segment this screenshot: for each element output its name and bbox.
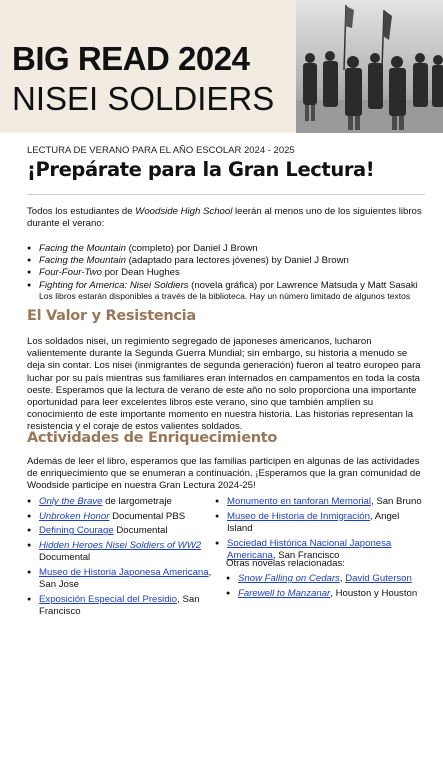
novel-detail: , Houston y Houston: [330, 587, 418, 599]
book-title: Facing the Mountain: [39, 255, 126, 267]
book-item: [27, 280, 427, 292]
book-title: Fighting for America: Nisei Soldiers: [39, 279, 189, 291]
related-novels-list: [226, 573, 426, 602]
book-detail: (adaptado para lectores jóvenes) by Daniel J Brown: [125, 255, 349, 267]
school-name: Woodside High School: [135, 206, 233, 217]
novel-title: Snow Falling on Cedars: [238, 573, 340, 584]
activity-detail: de largometraje: [102, 496, 172, 507]
section-valor-heading: El Valor y Resistencia: [27, 308, 196, 324]
activity-item: [215, 511, 425, 536]
activity-link[interactable]: [39, 511, 109, 522]
book-title: Four-Four-Two: [39, 267, 102, 279]
novel-sep: ,: [339, 573, 346, 584]
activity-link[interactable]: [39, 540, 201, 551]
activity-detail: , San Francisco: [39, 593, 200, 618]
activity-item: [27, 511, 215, 523]
activities-right-list: [215, 496, 425, 565]
book-item: [27, 255, 427, 267]
soldiers-photo: [296, 0, 443, 133]
activity-link-text: Hidden Heroes Nisei Soldiers of WW2: [39, 539, 202, 551]
book-detail: por Dean Hughes: [101, 267, 180, 279]
activity-link-text: Only the Brave: [39, 496, 103, 507]
activity-detail: , San Jose: [39, 566, 212, 591]
book-detail: (completo) por Daniel J Brown: [125, 243, 258, 254]
activities-left-list: [27, 496, 215, 621]
activity-detail: , San Francisco: [272, 550, 340, 561]
activity-detail: , Angel Island: [227, 510, 400, 534]
section-activities-heading: Actividades de Enriquecimiento: [27, 430, 278, 446]
summer-reading-kicker: LECTURA DE VERANO PARA EL AÑO ESCOLAR 2024 - 2025: [27, 145, 295, 156]
intro-before: Todos los estudiantes de: [27, 206, 136, 217]
activity-link[interactable]: Sociedad Histórica Nacional Japonesa Americana: [227, 537, 392, 561]
activity-link[interactable]: Defining Courage: [39, 525, 114, 537]
activity-item: [215, 496, 425, 508]
activity-detail: Documental: [113, 525, 168, 537]
book-item: [27, 243, 427, 255]
activity-item: [27, 525, 215, 537]
activity-item: [27, 567, 215, 592]
soldiers-photo-graphic: [296, 0, 443, 133]
divider: [27, 194, 425, 195]
related-novels-label: Otras novelas relacionadas:: [226, 558, 345, 569]
novel-item: [226, 573, 426, 585]
intro-paragraph: [27, 206, 425, 230]
books-availability-note: Los libros estarán disponibles a través de la biblioteca. Hay un número limitado de algunos textos: [39, 291, 411, 301]
section-valor-body: Los soldados nisei, un regimiento segregado de japoneses americanos, lucharon valientemente durante la Segunda Guerra Mundial; sin embargo, su historia a menudo se deja sin contar. Los nisei (inmigrantes de segunda generación) fueron al teatro europeo para luchar por su país mientras sus familiares eran internados en campamentos en toda la costa oeste. Esperamos que la lectura de verano de este año no solo proporciona una importante oportunidad para leer excelentes libros este verano, sino que también amplíen su conocimiento de este importante momento en nuestra historia. Las historias representan la resistencia y el coraje de estos valientes soldados.: [27, 336, 421, 433]
activity-link-text: Unbroken Honor: [39, 510, 110, 522]
page-header: [0, 0, 443, 133]
novel-title: Farewell to Manzanar: [238, 587, 331, 599]
book-list: [27, 243, 427, 292]
activity-item: [27, 594, 215, 619]
activity-link[interactable]: Exposición Especial del Presidio: [39, 593, 178, 605]
activity-item: [27, 496, 215, 508]
book-title: Facing the Mountain: [39, 243, 126, 254]
activity-item: [27, 540, 215, 565]
book-item: [27, 267, 427, 279]
book-detail: (novela gráfica) por Lawrence Matsuda y Matt Sasaki: [188, 279, 418, 291]
activity-link[interactable]: Monumento en tanforan Memorial: [227, 496, 371, 507]
activity-detail: , San Bruno: [370, 496, 422, 507]
title-big-read: BIG READ 2024: [12, 40, 250, 77]
novel-link[interactable]: [238, 588, 330, 599]
section-activities-body: Además de leer el libro, esperamos que las familias participen en algunas de las actividades de enriquecimiento que se enumeran a continuación. ¡Esperamos que la gran comunidad de Woodside participe en nuestra Gran Lectura 2024-25!: [27, 456, 421, 492]
activity-link[interactable]: Museo de Historia Japonesa Americana: [39, 566, 209, 578]
activity-detail: Documental: [39, 552, 91, 564]
main-heading: ¡Prepárate para la Gran Lectura!: [27, 158, 375, 181]
activity-detail: Documental PBS: [109, 510, 186, 522]
novel-author-link[interactable]: David Guterson: [345, 573, 412, 584]
intro-after: leerán al menos uno de los siguientes libros durante el verano:: [27, 206, 422, 230]
activity-link[interactable]: Museo de Historia de Inmigración: [227, 510, 370, 522]
title-nisei-soldiers: NISEI SOLDIERS: [12, 80, 275, 117]
novel-item: [226, 588, 426, 600]
activity-link[interactable]: [39, 496, 102, 507]
novel-link[interactable]: [238, 573, 340, 584]
